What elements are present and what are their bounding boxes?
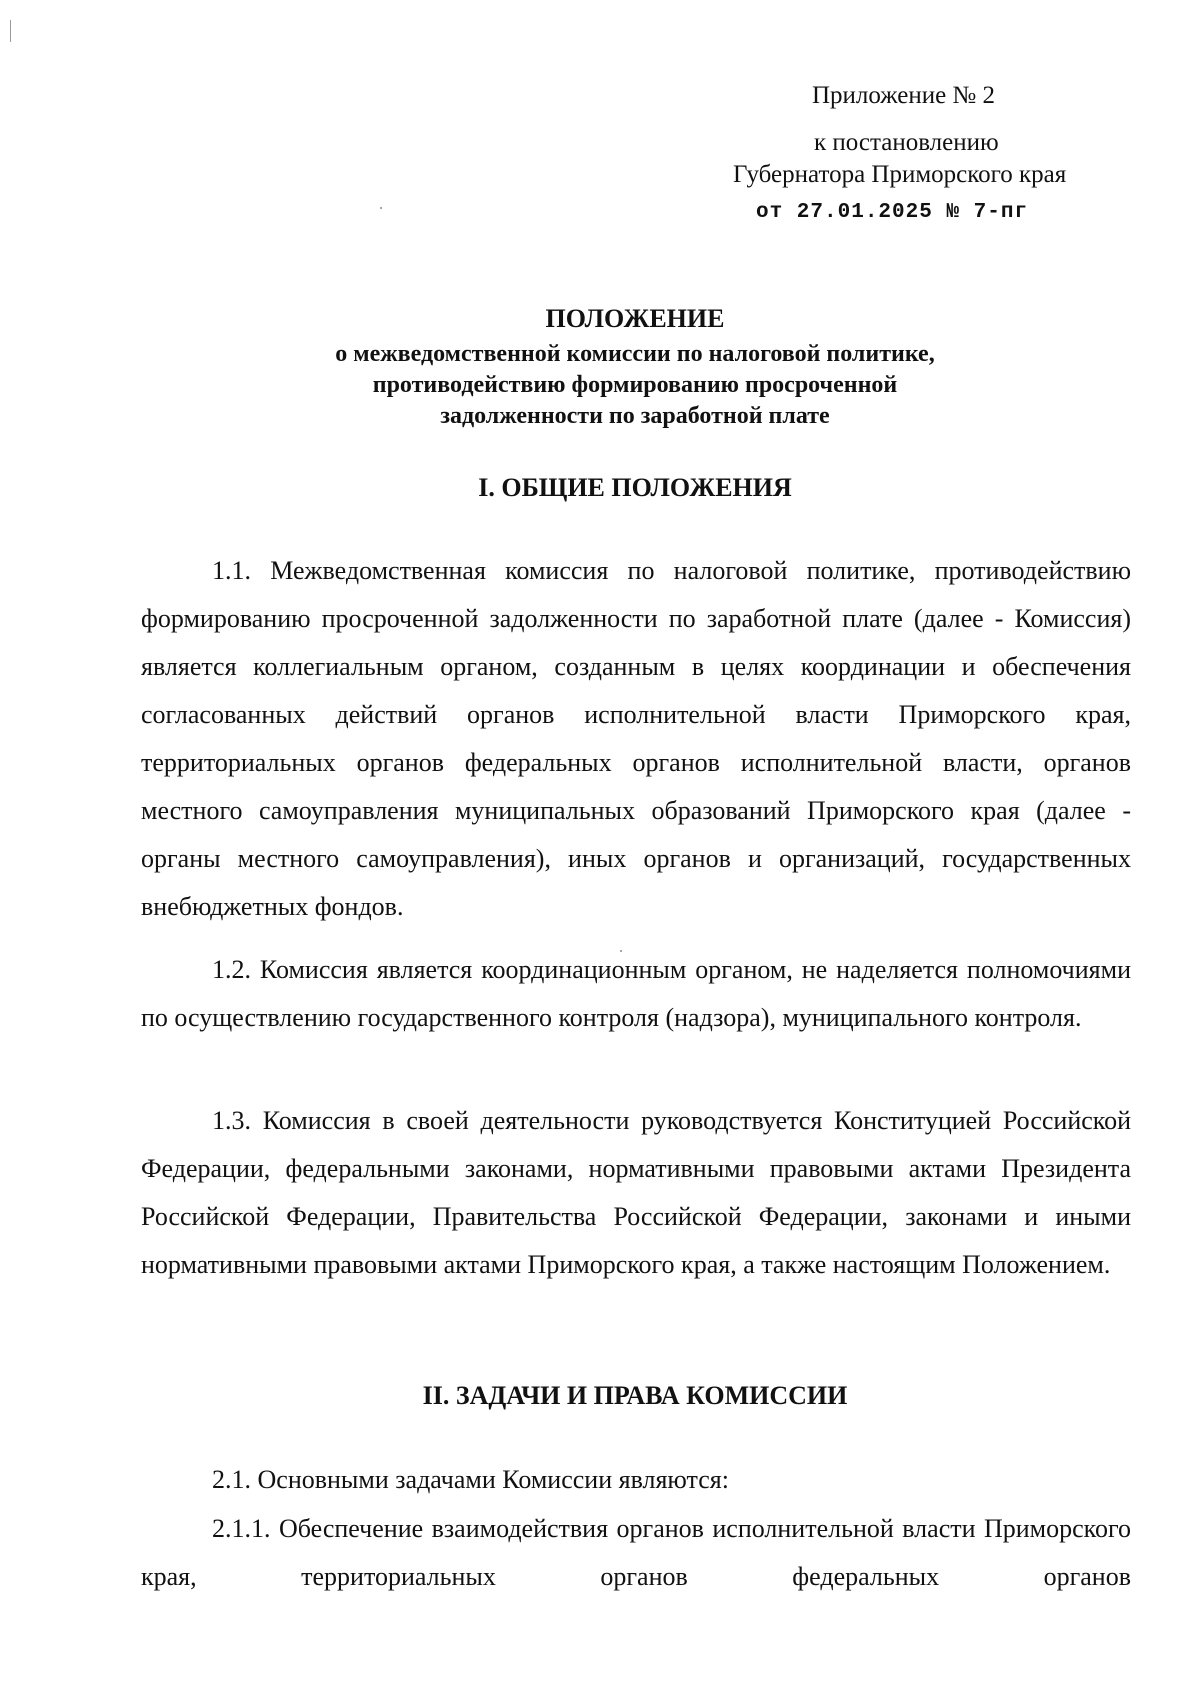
paragraph-2-1-1: 2.1.1. Обеспечение взаимодействия органов исполнительной власти Приморского края, территориальных органов федеральных органов [141, 1514, 1131, 1591]
section-heading-tasks-and-rights: II. ЗАДАЧИ И ПРАВА КОМИССИИ [422, 1381, 848, 1410]
paragraph-2-1: 2.1. Основными задачами Комиссии являются: [212, 1465, 729, 1494]
paragraph-1-2: 1.2. Комиссия является координационным органом, не наделяется полномочиями по осуществлению государственного контроля (надзора), муниципального контроля. [141, 955, 1131, 1032]
paragraph-1-3: 1.3. Комиссия в своей деятельности руководствуется Конституцией Российской Федерации, федеральными законами, нормативными правовыми актами Президента Российской Федерации, Правительства Российской Федерации, законами и иными нормативными правовыми актами Приморского края, а также настоящим Положением. [141, 1106, 1131, 1279]
document-title: ПОЛОЖЕНИЕ [545, 304, 725, 333]
decree-date-number-stamp: от 27.01.2025 № 7-пг [756, 201, 1029, 224]
scan-artifact-speck [380, 207, 382, 209]
section-heading-general-provisions: I. ОБЩИЕ ПОЛОЖЕНИЯ [478, 473, 792, 502]
document-subtitle-line-2: противодействию формированию просроченной [372, 372, 898, 398]
appendix-number: Приложение № 2 [812, 82, 996, 109]
appendix-issuer: Губернатора Приморского края [733, 161, 1067, 188]
scan-artifact-line [10, 20, 11, 42]
paragraph-1-1: 1.1. Межведомственная комиссия по налоговой политике, противодействию формированию просроченной задолженности по заработной плате (далее - Комиссия) является коллегиальным органом, созданным в целях координации и обеспечения согласованных действий органов исполнительной власти Приморского края, территориальных органов федеральных органов исполнительной власти, органов местного самоуправления муниципальных образований Приморского края (далее - органы местного самоуправления), иных органов и организаций, государственных внебюджетных фондов. [141, 556, 1131, 921]
document-subtitle-line-1: о межведомственной комиссии по налоговой политике, [335, 341, 935, 367]
appendix-to-decree: к постановлению [814, 129, 999, 156]
document-subtitle-line-3: задолженности по заработной плате [440, 403, 830, 429]
